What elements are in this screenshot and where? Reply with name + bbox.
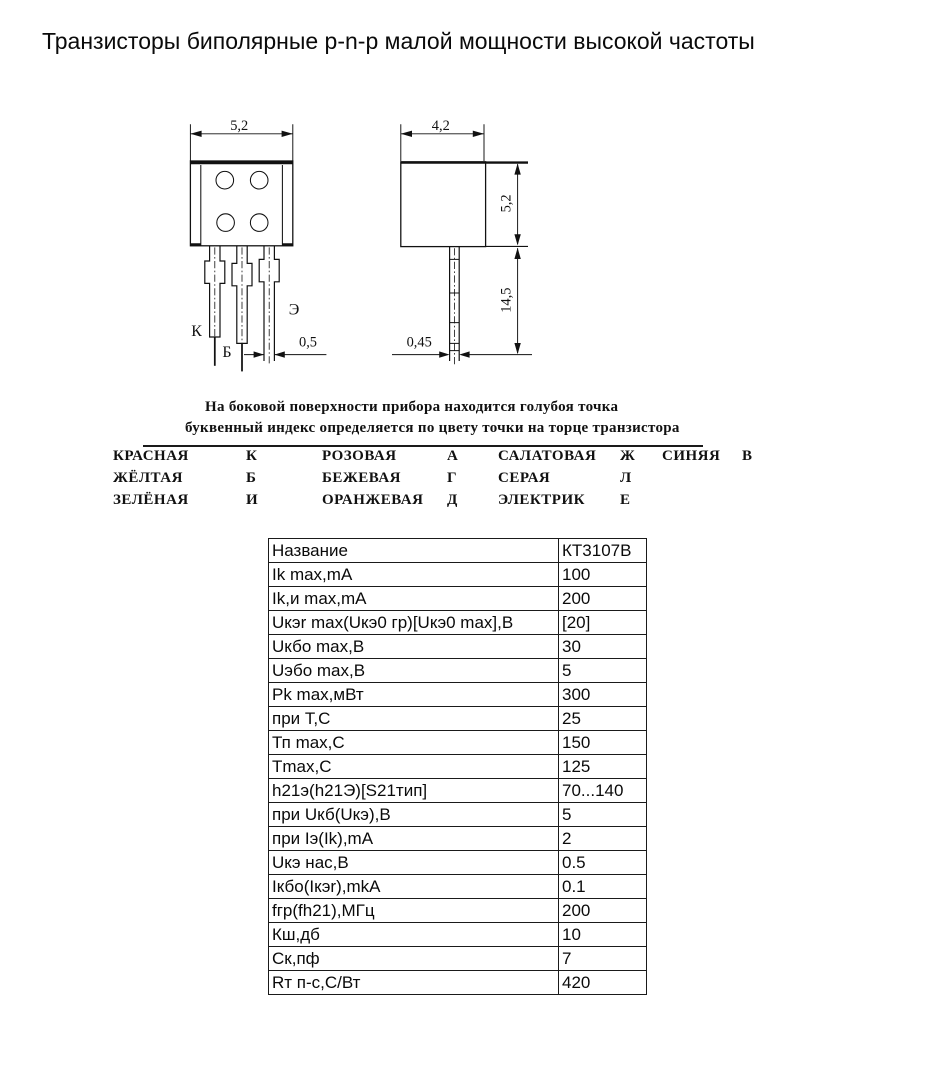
param-value: 420	[559, 971, 647, 995]
color-letter: Б	[246, 470, 257, 486]
table-row	[269, 659, 647, 683]
color-letter: И	[246, 492, 259, 508]
side-height-dimension-label: 5,2	[498, 194, 515, 213]
color-name: САЛАТОВАЯ	[498, 448, 597, 464]
color-name: ЖЁЛТАЯ	[113, 470, 183, 486]
table-row	[269, 563, 647, 587]
param-value: 70...140	[559, 779, 647, 803]
color-letter: Ж	[620, 448, 636, 464]
color-code-table	[113, 447, 793, 517]
front-width-dimension-label: 5,2	[230, 117, 249, 134]
color-name: ЭЛЕКТРИК	[498, 492, 585, 508]
param-value: 200	[559, 899, 647, 923]
table-row	[269, 755, 647, 779]
param-label: Pk max,мВт	[269, 683, 559, 707]
param-label: Tmax,С	[269, 755, 559, 779]
parameters-table	[268, 538, 647, 995]
param-value: 10	[559, 923, 647, 947]
color-letter: Г	[447, 470, 458, 486]
table-row	[269, 587, 647, 611]
param-label: Uкэ нас,В	[269, 851, 559, 875]
pin-label-base: Б	[222, 344, 232, 361]
lead-width-dimension-label: 0,5	[299, 334, 317, 351]
pin-label-collector: К	[191, 323, 202, 341]
table-row	[269, 731, 647, 755]
param-label: Uкэr max(Uкэ0 гр)[Uкэ0 max],В	[269, 611, 559, 635]
color-code-row	[113, 470, 793, 490]
param-name-header: Название	[269, 539, 559, 563]
param-label: Ik max,mA	[269, 563, 559, 587]
param-label: при Т,С	[269, 707, 559, 731]
param-label: Ск,пф	[269, 947, 559, 971]
param-value: 300	[559, 683, 647, 707]
param-label: Uкбо max,В	[269, 635, 559, 659]
param-value: 200	[559, 587, 647, 611]
param-label: Тп max,С	[269, 731, 559, 755]
param-value: 100	[559, 563, 647, 587]
hole-icon	[250, 214, 268, 232]
param-value: [20]	[559, 611, 647, 635]
param-value: 7	[559, 947, 647, 971]
table-row	[269, 611, 647, 635]
color-name: БЕЖЕВАЯ	[322, 470, 401, 486]
param-value: 150	[559, 731, 647, 755]
param-value: 5	[559, 803, 647, 827]
color-name: ЗЕЛЁНАЯ	[113, 492, 189, 508]
side-width-dimension-label: 4,2	[431, 117, 450, 134]
color-letter: А	[447, 448, 459, 464]
table-row	[269, 635, 647, 659]
device-name-value: КТ3107В	[559, 539, 647, 563]
table-row	[269, 827, 647, 851]
table-row	[269, 707, 647, 731]
table-row	[269, 947, 647, 971]
param-value: 2	[559, 827, 647, 851]
color-code-row	[113, 492, 793, 512]
color-letter: К	[246, 448, 258, 464]
hole-icon	[217, 214, 235, 232]
hole-icon	[216, 171, 234, 189]
color-code-row	[113, 448, 793, 468]
param-label: Кш,дб	[269, 923, 559, 947]
color-name: СЕРАЯ	[498, 470, 551, 486]
color-name: ОРАНЖЕВАЯ	[322, 492, 424, 508]
note-line-1: На боковой поверхности прибора находится голубоя точка	[205, 399, 619, 415]
table-row	[269, 971, 647, 995]
param-value: 125	[559, 755, 647, 779]
param-label: при Uкб(Uкэ),В	[269, 803, 559, 827]
table-header-row	[269, 539, 647, 563]
param-label: при Iэ(Ik),mA	[269, 827, 559, 851]
pin-label-emitter: Э	[288, 301, 300, 319]
table-row	[269, 923, 647, 947]
note-line-2: буквенный индекс определяется по цвету точки на торце транзистора	[185, 420, 680, 436]
side-view-drawing	[392, 124, 532, 366]
table-row	[269, 875, 647, 899]
color-letter: Е	[620, 492, 631, 508]
table-row	[269, 683, 647, 707]
lead-thickness-dimension-label: 0,45	[406, 334, 432, 351]
color-name: СИНЯЯ	[662, 448, 721, 464]
page-title: Транзисторы биполярные p-n-p малой мощности высокой частоты	[42, 28, 755, 54]
param-value: 5	[559, 659, 647, 683]
param-label: Iкбо(Iкэr),mkA	[269, 875, 559, 899]
table-row	[269, 851, 647, 875]
param-value: 30	[559, 635, 647, 659]
param-label: h21э(h21Э)[S21тип]	[269, 779, 559, 803]
param-label: Uэбо max,В	[269, 659, 559, 683]
table-row	[269, 899, 647, 923]
color-letter: В	[742, 448, 753, 464]
hole-icon	[250, 171, 268, 189]
param-value: 0.1	[559, 875, 647, 899]
table-row	[269, 779, 647, 803]
table-row	[269, 803, 647, 827]
lead-length-dimension-label: 14,5	[498, 287, 515, 313]
param-value: 25	[559, 707, 647, 731]
param-label: Ik,и max,mA	[269, 587, 559, 611]
color-name: КРАСНАЯ	[113, 448, 189, 464]
color-letter: Л	[620, 470, 632, 486]
param-label: Rт п-с,С/Вт	[269, 971, 559, 995]
package-drawings	[140, 80, 700, 410]
param-label: fгр(fh21),МГц	[269, 899, 559, 923]
color-name: РОЗОВАЯ	[322, 448, 397, 464]
param-value: 0.5	[559, 851, 647, 875]
color-letter: Д	[447, 492, 458, 508]
